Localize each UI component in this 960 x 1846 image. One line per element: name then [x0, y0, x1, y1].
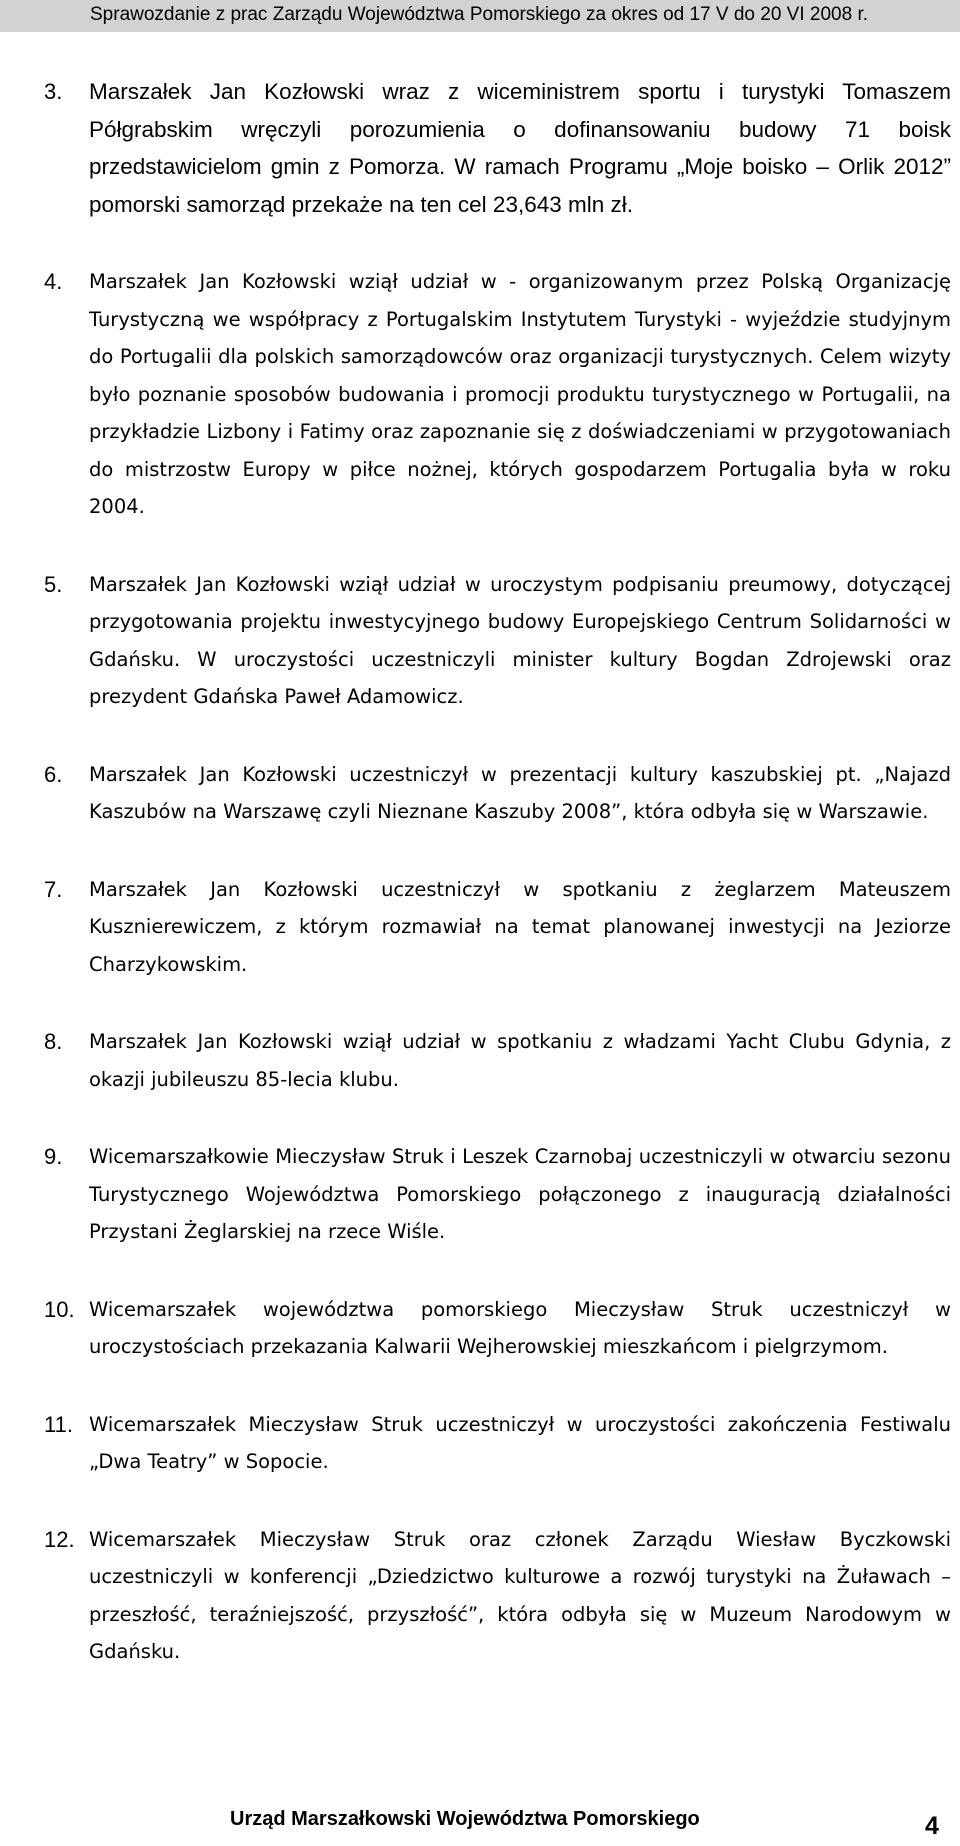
list-item-5	[44, 566, 951, 716]
list-item-7	[44, 871, 951, 984]
list-item-number: 9.	[44, 1144, 63, 1169]
list-item-12	[44, 1521, 951, 1671]
list-item-number: 6.	[44, 761, 63, 787]
list-item-text: Marszałek Jan Kozłowski wraz z wiceministrem sportu i turystyki Tomaszem Półgrabskim wręczyli porozumienia o dofinansowaniu budowy 71 boisk przedstawicielom gmin z Pomorza. W ramach Programu „Moje boisko – Orlik 2012” pomorski samorząd przekaże na ten cel 23,643 mln zł.	[89, 79, 951, 217]
list-item-number: 5.	[44, 571, 63, 597]
list-item-8	[44, 1023, 951, 1098]
page-footer	[0, 1808, 960, 1838]
page-header	[0, 0, 960, 32]
list-item-text: Wicemarszałek Mieczysław Struk oraz członek Zarządu Wiesław Byczkowski uczestniczyli w konferencji „Dziedzictwo kulturowe a rozwój turystyki na Żuławach – przeszłość, teraźniejszość, przyszłość”, która odbyła się w Muzeum Narodowym w Gdańsku.	[89, 1527, 951, 1663]
list-item-text: Marszałek Jan Kozłowski uczestniczył w spotkaniu z żeglarzem Mateuszem Kusznierewiczem, z którym rozmawiał na temat planowanej inwestycji na Jeziorze Charzykowskim.	[89, 877, 951, 976]
list-item-number: 8.	[44, 1029, 63, 1054]
list-item-text: Marszałek Jan Kozłowski wziął udział w uroczystym podpisaniu preumowy, dotyczącej przygotowania projektu inwestycyjnego budowy Europejskiego Centrum Solidarności w Gdańsku. W uroczystości uczestniczyli minister kultury Bogdan Zdrojewski oraz prezydent Gdańska Paweł Adamowicz.	[89, 572, 951, 708]
list-item-number: 3.	[44, 79, 63, 104]
page-number: 4	[925, 1812, 939, 1840]
list-item-number: 7.	[44, 876, 63, 902]
document-body	[44, 73, 951, 1711]
header-title: Sprawozdanie z prac Zarządu Województwa Pomorskiego za okres od 17 V do 20 VI 2008 r.	[90, 4, 869, 25]
list-item-9	[44, 1138, 951, 1251]
list-item-number: 11.	[44, 1411, 73, 1437]
list-item-number: 12.	[44, 1526, 75, 1552]
list-item-text: Marszałek Jan Kozłowski wziął udział w spotkaniu z władzami Yacht Clubu Gdynia, z okazji jubileuszu 85-lecia klubu.	[89, 1030, 951, 1091]
list-item-text: Marszałek Jan Kozłowski uczestniczył w prezentacji kultury kaszubskiej pt. „Najazd Kaszubów na Warszawę czyli Nieznane Kaszuby 2008”, która odbyła się w Warszawie.	[89, 762, 951, 823]
list-item-number: 10.	[44, 1296, 75, 1322]
list-item-11	[44, 1406, 951, 1481]
list-item-3	[44, 73, 951, 223]
list-item-6	[44, 756, 951, 831]
footer-title: Urząd Marszałkowski Województwa Pomorskiego	[230, 1808, 700, 1830]
list-item-4	[44, 263, 951, 526]
list-item-text: Wicemarszałkowie Mieczysław Struk i Leszek Czarnobaj uczestniczyli w otwarciu sezonu Turystycznego Województwa Pomorskiego połączonego z inauguracją działalności Przystani Żeglarskiej na rzece Wiśle.	[89, 1145, 951, 1243]
list-item-text: Marszałek Jan Kozłowski wziął udział w - organizowanym przez Polską Organizację Turystyczną we współpracy z Portugalskim Instytutem Turystyki - wyjeździe studyjnym do Portugalii dla polskich samorządowców oraz organizacji turystycznych. Celem wizyty było poznanie sposobów budowania i promocji produktu turystycznego w Portugalii, na przykładzie Lizbony i Fatimy oraz zapoznanie się z doświadczeniami w przygotowaniach do mistrzostw Europy w piłce nożnej, których gospodarzem Portugalia była w roku 2004.	[89, 270, 951, 518]
list-item-10	[44, 1291, 951, 1366]
list-item-text: Wicemarszałek województwa pomorskiego Mieczysław Struk uczestniczył w uroczystościach przekazania Kalwarii Wejherowskiej mieszkańcom i pielgrzymom.	[89, 1297, 951, 1358]
list-item-number: 4.	[44, 269, 63, 294]
list-item-text: Wicemarszałek Mieczysław Struk uczestniczył w uroczystości zakończenia Festiwalu „Dwa Teatry” w Sopocie.	[89, 1412, 951, 1473]
